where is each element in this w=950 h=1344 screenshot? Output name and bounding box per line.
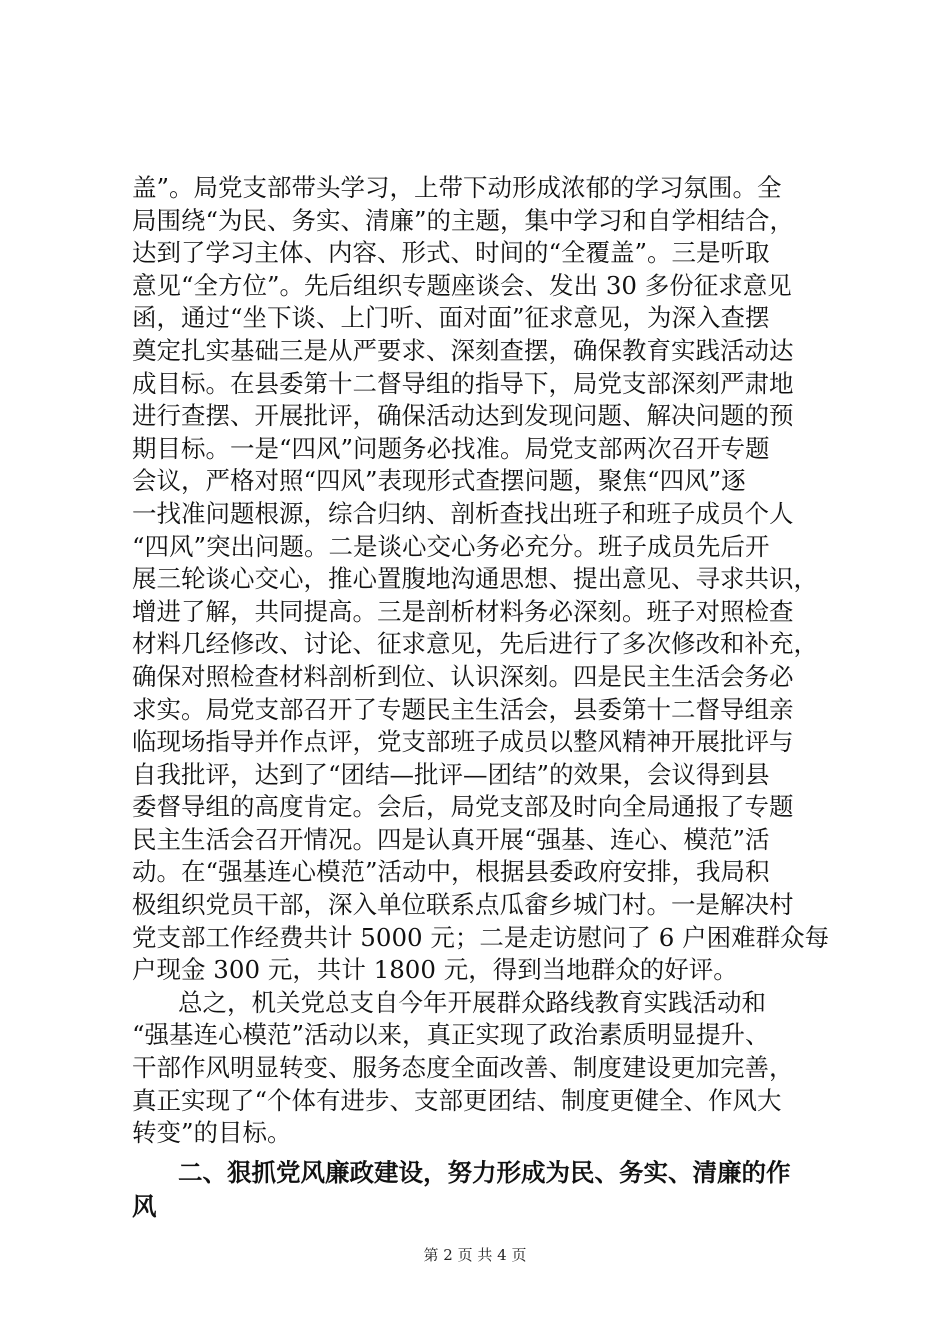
page-number-footer: 第 2 页 共 4 页 xyxy=(423,1246,527,1264)
text-line: 奠定扎实基础三是从严要求、深刻查摆，确保教育实践活动达 xyxy=(132,335,794,365)
text-line: 增进了解，共同提高。三是剖析材料务必深刻。班子对照检查 xyxy=(132,596,794,626)
text-line: 一找准问题根源，综合归纳、剖析查找出班子和班子成员个人 xyxy=(132,498,794,528)
text-line: 展三轮谈心交心，推心置腹地沟通思想、提出意见、寻求共识， xyxy=(132,564,818,594)
text-line: 进行查摆、开展批评，确保活动达到发现问题、解决问题的预 xyxy=(132,401,794,431)
text-line: 意见“全方位”。先后组织专题座谈会、发出 30 多份征求意见 xyxy=(132,270,792,300)
text-line: 局围绕“为民、务实、清廉”的主题，集中学习和自学相结合， xyxy=(132,205,795,235)
text-line: 求实。局党支部召开了专题民主生活会，县委第十二督导组亲 xyxy=(132,694,794,724)
text-line: 确保对照检查材料剖析到位、认识深刻。四是民主生活会务必 xyxy=(132,661,794,691)
text-line: 委督导组的高度肯定。会后，局党支部及时向全局通报了专题 xyxy=(132,792,794,822)
text-line: “强基连心模范”活动以来，真正实现了政治素质明显提升、 xyxy=(132,1020,770,1050)
section-heading xyxy=(132,1156,832,1224)
heading-line: 二、狠抓党风廉政建设，努力形成为民、务实、清廉的作 xyxy=(178,1157,791,1187)
text-line: 户现金 300 元，共计 1800 元，得到当地群众的好评。 xyxy=(132,955,738,985)
text-line: 干部作风明显转变、服务态度全面改善、制度建设更加完善， xyxy=(132,1053,794,1083)
text-line: 动。在“强基连心模范”活动中，根据县委政府安排，我局积 xyxy=(132,857,770,887)
paragraph-1 xyxy=(132,172,832,987)
text-line: 真正实现了“个体有进步、支部更团结、制度更健全、作风大 xyxy=(132,1085,782,1115)
paragraph-2 xyxy=(132,987,832,1150)
text-line: 转变”的目标。 xyxy=(132,1118,292,1148)
text-line: 盖”。局党支部带头学习，上带下动形成浓郁的学习氛围。全 xyxy=(132,173,782,202)
text-line: 达到了学习主体、内容、形式、时间的“全覆盖”。三是听取 xyxy=(132,238,770,268)
text-line: 民主生活会召开情况。四是认真开展“强基、连心、模范”活 xyxy=(132,824,770,854)
text-line: “四风”突出问题。二是谈心交心务必充分。班子成员先后开 xyxy=(132,531,770,561)
text-line: 会议，严格对照“四风”表现形式查摆问题，聚焦“四风”逐 xyxy=(132,466,746,496)
text-line: 期目标。一是“四风”问题务必找准。局党支部两次召开专题 xyxy=(132,433,770,463)
document-body xyxy=(132,172,832,1224)
text-line: 临现场指导并作点评，党支部班子成员以整风精神开展批评与 xyxy=(132,727,794,757)
heading-line: 风 xyxy=(132,1191,157,1221)
text-line: 成目标。在县委第十二督导组的指导下，局党支部深刻严肃地 xyxy=(132,368,794,398)
text-line: 党支部工作经费共计 5000 元；二是走访慰问了 6 户困难群众每 xyxy=(132,922,830,952)
text-line: 自我批评，达到了“团结—批评—团结”的效果，会议得到县 xyxy=(132,759,770,789)
text-line: 函，通过“坐下谈、上门听、面对面”征求意见，为深入查摆 xyxy=(132,303,770,333)
text-line: 极组织党员干部，深入单位联系点瓜畲乡城门村。一是解决村 xyxy=(132,890,794,920)
text-line: 总之，机关党总支自今年开展群众路线教育实践活动和 xyxy=(178,987,766,1017)
text-line: 材料几经修改、讨论、征求意见，先后进行了多次修改和补充， xyxy=(132,629,818,659)
